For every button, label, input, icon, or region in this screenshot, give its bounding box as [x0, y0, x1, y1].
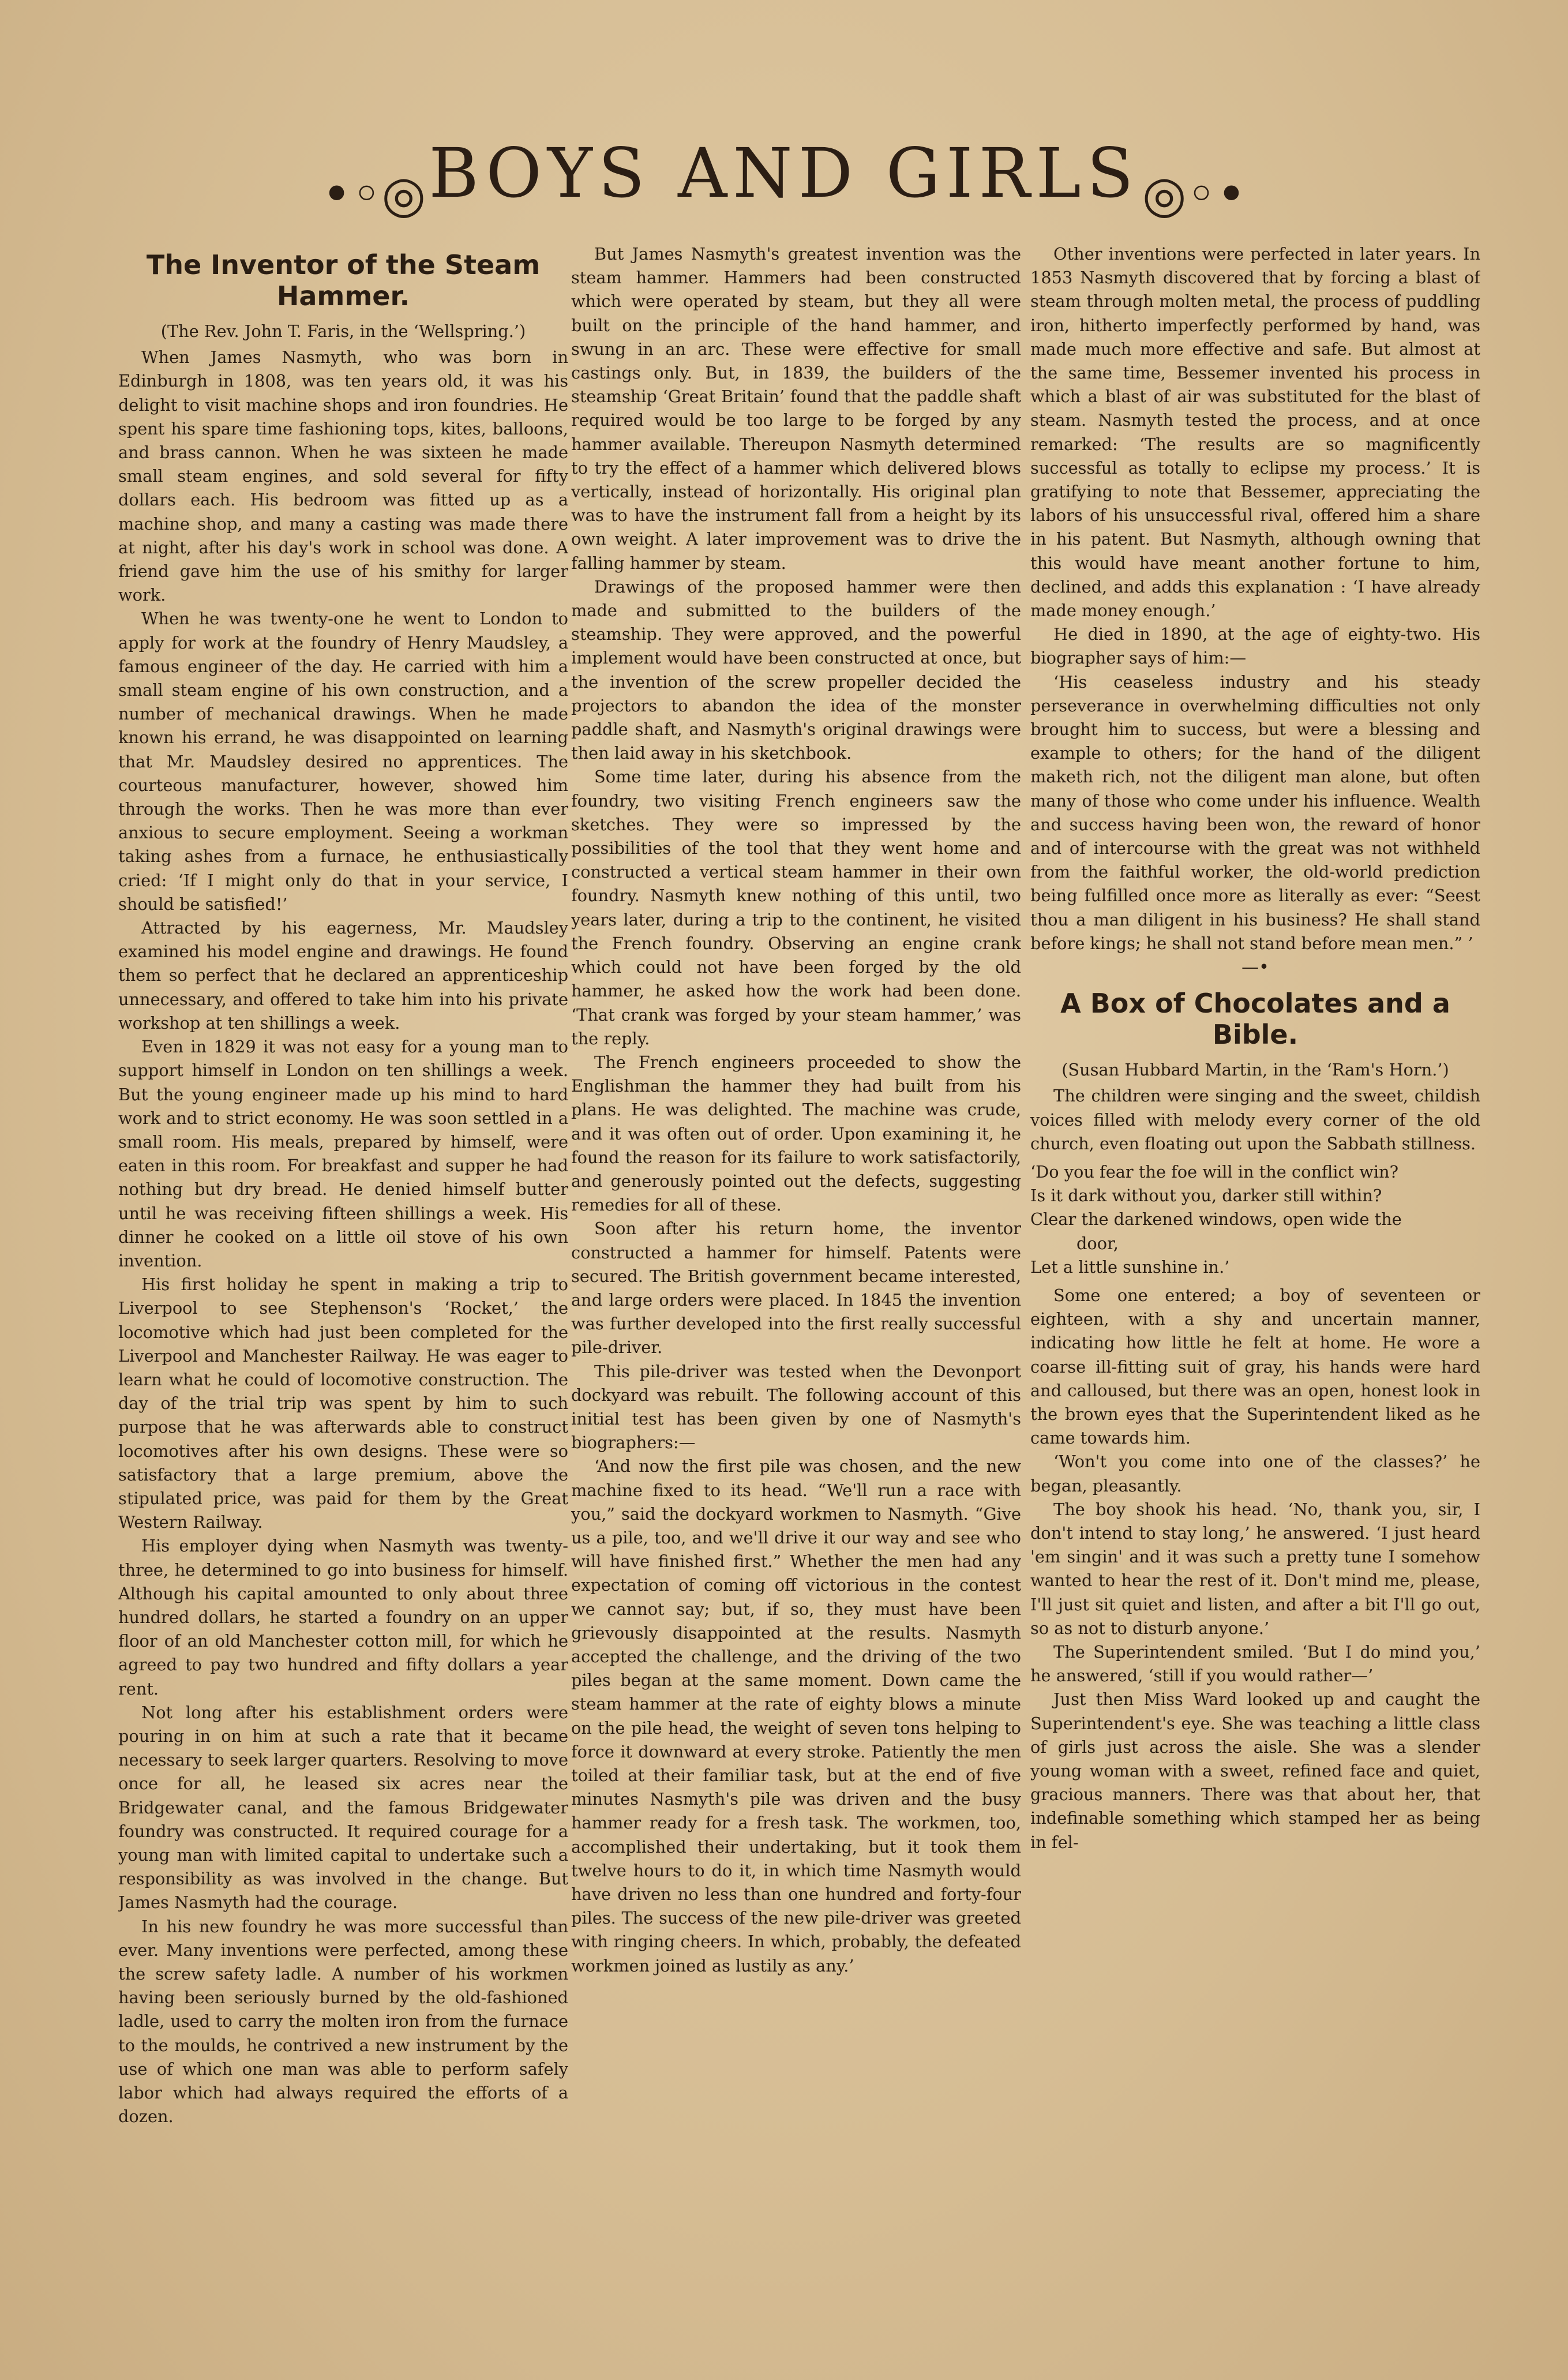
paragraph: He died in 1890, at the age of eighty-two. His biographer says of him:— [1030, 624, 1480, 668]
paragraph: ‘His ceaseless industry and his steady perseverance in overwhelming difficulties not only brought him to success, but were a blessing and example to others; for the hand of the diligent maketh rich, not the diligent man alone, but often many of those who come under his influence. Wealth and success having been won, the reward of honor and of intercourse with the great was not withheld from the faithful worker, the old-world prediction being fulfilled once more as literally as ever: “Seest thou a man diligent in his business? He shall stand before kings; he shall not stand before mean men.” ’ [1030, 672, 1480, 953]
column-2 [571, 242, 1021, 2342]
poem-line: Clear the darkened windows, open wide the [1030, 1209, 1402, 1230]
poem-line: door, [1076, 1233, 1119, 1253]
article-divider: —• [1241, 957, 1269, 978]
paragraph: Just then Miss Ward looked up and caught the Superintendent's eye. She was teaching a little class of girls just across the aisle. She was a slender young woman with a sweet, refined face and quiet, gracious manners. There was that about her, that indefinable something which stamped her as being in fel- [1030, 1689, 1480, 1852]
column-1 [118, 242, 568, 2342]
paragraph: Attracted by his eagerness, Mr. Maudsley examined his model engine and drawings. He found them so perfect that he declared an apprenticeship unnecessary, and offered to take him into his private workshop at ten shillings a week. [118, 918, 568, 1033]
left-ornament-icon: •◦◎ [321, 164, 426, 224]
paragraph: Not long after his establishment orders were pouring in on him at such a rate that it became necessary to seek larger quarters. Resolving to move once for all, he leased six acres near the Bridgewater canal, and the famous Bridgewater foundry was constructed. It required courage for a young man with limited capital to undertake such a responsibility as was involved in the change. But James Nasmyth had the courage. [118, 1702, 568, 1913]
paragraph: This pile-driver was tested when the Devonport dockyard was rebuilt. The following account of this initial test has been given by one of Nasmyth's biographers:— [571, 1361, 1021, 1453]
poem-line: Is it dark without you, darker still within? [1030, 1186, 1382, 1206]
paragraph: Soon after his return home, the inventor constructed a hammer for himself. Patents were secured. The British government became interested, and large orders were placed. In 1845 the invention was further developed into the first really successful pile-driver. [571, 1219, 1021, 1358]
right-ornament-icon: ◎◦• [1142, 164, 1247, 224]
paragraph: The children were singing and the sweet, childish voices filled with melody every corner of the old church, even floating out upon the Sabbath stillness. [1030, 1086, 1480, 1153]
column-3 [1030, 242, 1480, 2342]
paragraph: The Superintendent smiled. ‘But I do mind you,’ he answered, ‘still if you would rather—’ [1030, 1641, 1480, 1686]
paragraph: Drawings of the proposed hammer were then made and submitted to the builders of the steamship. They were approved, and the powerful implement would have been constructed at once, but the invention of the screw propeller decided the projectors to abandon the idea of the monster paddle shaft, and Nasmyth's original drawings were then laid away in his sketchbook. [571, 576, 1021, 763]
paragraph: His employer dying when Nasmyth was twenty-three, he determined to go into business for himself. Although his capital amounted to only about three hundred dollars, he started a foundry on an upper floor of an old Manchester cotton mill, for which he agreed to pay two hundred and fifty dollars a year rent. [118, 1536, 568, 1699]
poem [1030, 1160, 1480, 1279]
paragraph: Some time later, during his absence from the foundry, two visiting French engineers saw the sketches. They were so impressed by the possibilities of the tool that they went home and constructed a vertical steam hammer in their own foundry. Nasmyth knew nothing of this until, two years later, during a trip to the continent, he visited the French foundry. Observing an engine crank which could not have been forged by the old hammer, he asked how the work had been done. ‘That crank was forged by your steam hammer,’ was the reply. [571, 767, 1021, 1048]
paragraph: Some one entered; a boy of seventeen or eighteen, with a shy and uncertain manner, indicating how little he felt at home. He wore a coarse ill-fitting suit of gray, his hands were hard and calloused, but there was an open, honest look in the brown eyes that the Superintendent liked as he came towards him. [1030, 1285, 1480, 1448]
poem-line: Let a little sunshine in.’ [1030, 1257, 1230, 1277]
paragraph: But James Nasmyth's greatest invention was the steam hammer. Hammers had been constructed which were operated by steam, but they all were built on the principle of the hand hammer, and swung in an arc. These were effective for small castings only. But, in 1839, the builders of the steamship ‘Great Britain’ found that the paddle shaft required would be too large to be forged by any hammer available. Thereupon Nasmyth determined to try the effect of a hammer which delivered blows vertically, instead of horizontally. His original plan was to have the instrument fall from a height by its own weight. A later improvement was to drive the falling hammer by steam. [571, 244, 1021, 573]
article-title: The Inventor of the Steam Hammer. [146, 249, 541, 312]
article-byline: (Susan Hubbard Martin, in the ‘Ram's Horn.’) [1061, 1060, 1449, 1080]
poem-line: ‘Do you fear the foe will in the conflict win? [1030, 1161, 1399, 1182]
paragraph: Other inventions were perfected in later years. In 1853 Nasmyth discovered that by forcing a blast of steam through molten metal, the process of puddling iron, hitherto imperfectly performed by hand, was made much more effective and safe. But almost at the same time, Bessemer invented his process in which a blast of air was substituted for the blast of steam. Nasmyth tested the process, and at once remarked: ‘The results are so magnificently successful as totally to eclipse my process.’ It is gratifying to note that Bessemer, appreciating the labors of his unsuccessful rival, offered him a share in his patent. But Nasmyth, although owning that this would have meant another fortune to him, declined, and adds this explanation : ‘I have already made money enough.’ [1030, 244, 1480, 621]
paragraph: ‘And now the first pile was chosen, and the new machine fixed to its head. “We'll run a race with you,” said the dockyard workmen to Nasmyth. “Give us a pile, too, and we'll drive it our way and see who will have finished first.” Whether the men had any expectation of coming off victorious in the contest we cannot say; but, if so, they must have been grievously disappointed at the results. Nasmyth accepted the challenge, and the driving of the two piles began at the same moment. Down came the steam hammer at the rate of eighty blows a minute on the pile head, the weight of seven tons helping to force it downward at every stroke. Patiently the men toiled at their familiar task, but at the end of five minutes Nasmyth's pile was driven and the busy hammer ready for a fresh task. The workmen, too, accomplished their undertaking, but it took them twelve hours to do it, in which time Nasmyth would have driven no less than one hundred and forty-four piles. The success of the new pile-driver was greeted with ringing cheers. In which, probably, the defeated workmen joined as lustily as any.’ [571, 1456, 1021, 1976]
paragraph: When James Nasmyth, who was born in Edinburgh in 1808, was ten years old, it was his delight to visit machine shops and iron foundries. He spent his spare time fashioning tops, kites, balloons, and brass cannon. When he was sixteen he made small steam engines, and sold several for fifty dollars each. His bedroom was fitted up as a machine shop, and many a casting was made there at night, after his day's work in school was done. A friend gave him the use of his smithy for larger work. [118, 347, 568, 605]
paragraph: When he was twenty-one he went to London to apply for work at the foundry of Henry Maudsley, a famous engineer of the day. He carried with him a small steam engine of his own construction, and a number of mechanical drawings. When he made known his errand, he was disappointed on learning that Mr. Maudsley desired no apprentices. The courteous manufacturer, however, showed him through the works. Then he was more than ever anxious to secure employment. Seeing a workman taking ashes from a furnace, he enthusiastically cried: ‘If I might only do that in your service, I should be satisfied!’ [118, 609, 568, 914]
section-title: BOYS AND GIRLS [429, 133, 1139, 213]
article-title: A Box of Chocolates and a Bible. [1060, 988, 1450, 1051]
paragraph: In his new foundry he was more successful than ever. Many inventions were perfected, among these the screw safety ladle. A number of his workmen having been seriously burned by the old-fashioned ladle, used to carry the molten iron from the furnace to the moulds, he contrived a new instrument by the use of which one man was able to perform safely labor which had always required the efforts of a dozen. [118, 1916, 568, 2127]
paragraph: His first holiday he spent in making a trip to Liverpool to see Stephenson's ‘Rocket,’ the locomotive which had just been completed for the Liverpool and Manchester Railway. He was eager to learn what he could of locomotive construction. The day of the trial trip was spent by him to such purpose that he was afterwards able to construct locomotives after his own designs. These were so satisfactory that a large premium, above the stipulated price, was paid for them by the Great Western Railway. [118, 1275, 568, 1532]
paragraph: The boy shook his head. ‘No, thank you, sir, I don't intend to stay long,’ he answered. ‘I just heard 'em singin' and it was such a pretty tune I somehow wanted to hear the rest of it. Don't mind me, please, I'll just sit quiet and listen, and after a bit I'll go out, so as not to disturb anyone.’ [1030, 1499, 1480, 1638]
section-masthead [0, 130, 1568, 224]
paragraph: ‘Won't you come into one of the classes?’ he began, pleasantly. [1030, 1452, 1480, 1496]
paragraph: Even in 1829 it was not easy for a young man to support himself in London on ten shillings a week. But the young engineer made up his mind to hard work and to strict economy. He was soon settled in a small room. His meals, prepared by himself, were eaten in this room. For breakfast and supper he had nothing but dry bread. He denied himself butter until he was receiving fifteen shillings a week. His dinner he cooked on a little oil stove of his own invention. [118, 1037, 568, 1270]
paragraph: The French engineers proceeded to show the Englishman the hammer they had built from his plans. He was delighted. The machine was crude, and it was often out of order. Upon examining it, he found the reason for its failure to work satisfactorily, and generously pointed out the defects, suggesting remedies for all of these. [571, 1052, 1021, 1215]
article-byline: (The Rev. John T. Faris, in the ‘Wellspring.’) [160, 321, 526, 341]
